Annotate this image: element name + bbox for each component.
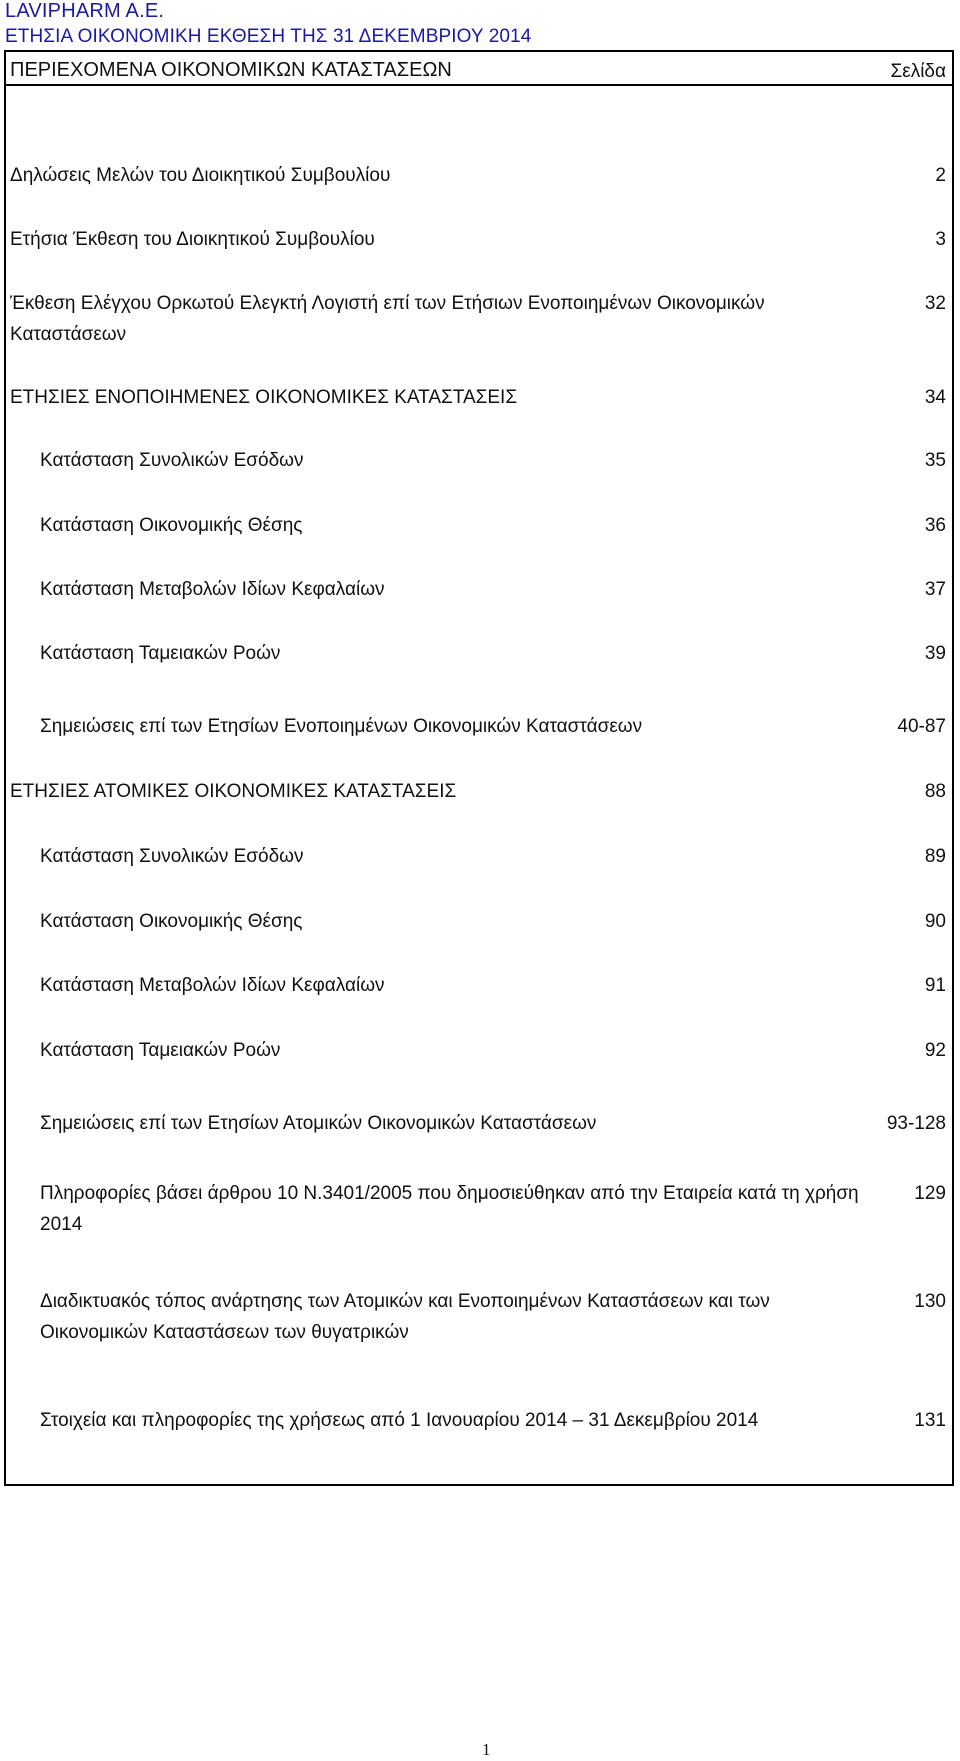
toc-entry-page: 40-87 — [897, 716, 946, 737]
toc-entry-page: 91 — [924, 975, 946, 996]
company-name: LAVIPHARM A.E. — [5, 0, 165, 22]
toc-entry-page: 93-128 — [886, 1113, 946, 1134]
toc-entry-title: Κατάσταση Μεταβολών Ιδίων Κεφαλαίων — [40, 579, 385, 600]
toc-entry-page: 3 — [935, 229, 946, 250]
toc-entry-title: Κατάσταση Οικονομικής Θέσης — [40, 515, 303, 536]
toc-entry-page: 32 — [924, 293, 946, 314]
toc-entry-title: Δηλώσεις Μελών του Διοικητικού Συμβουλίου — [10, 165, 391, 186]
page-number: 1 — [482, 1740, 491, 1759]
toc-entry-page: 130 — [914, 1291, 946, 1312]
toc-entry-title: Διαδικτυακός τόπος ανάρτησης των Ατομικών και Ενοποιημένων Καταστάσεων και των Οικονομικών Καταστάσεων των θυγατρικών — [40, 1291, 770, 1343]
toc-entry-title: Κατάσταση Συνολικών Εσόδων — [40, 846, 304, 867]
page-column-label: Σελίδα — [890, 61, 946, 82]
toc-entry-title: Σημειώσεις επί των Ετησίων Ατομικών Οικονομικών Καταστάσεων — [40, 1113, 597, 1134]
toc-entry-title: Έκθεση Ελέγχου Ορκωτού Ελεγκτή Λογιστή επί των Ετήσιων Ενοποιημένων Οικονομικών Καταστάσεων — [10, 293, 765, 345]
toc-header — [6, 52, 952, 86]
toc-entry-page: 92 — [924, 1040, 946, 1061]
toc-entry-page: 37 — [924, 579, 946, 600]
toc-entry-title: Κατάσταση Οικονομικής Θέσης — [40, 911, 303, 932]
toc-entry-page: 131 — [914, 1410, 946, 1431]
toc-entry-page: 90 — [924, 911, 946, 932]
toc-entry-title: Κατάσταση Ταμειακών Ροών — [40, 643, 281, 664]
toc-entry-page: 39 — [924, 643, 946, 664]
toc-entry-title: ΕΤΗΣΙΕΣ ΑΤΟΜΙΚΕΣ ΟΙΚΟΝΟΜΙΚΕΣ ΚΑΤΑΣΤΑΣΕΙΣ — [10, 781, 457, 802]
toc-entry-title: Κατάσταση Ταμειακών Ροών — [40, 1040, 281, 1061]
toc-entry-title: Ετήσια Έκθεση του Διοικητικού Συμβουλίου — [10, 229, 375, 250]
toc-entry-title: Πληροφορίες βάσει άρθρου 10 Ν.3401/2005 που δημοσιεύθηκαν από την Εταιρεία κατά τη χρήση 2014 — [40, 1183, 859, 1235]
table-of-contents — [4, 50, 954, 1486]
toc-entry-page: 2 — [935, 165, 946, 186]
toc-entry-title: Κατάσταση Συνολικών Εσόδων — [40, 450, 304, 471]
toc-entry-title: Στοιχεία και πληροφορίες της χρήσεως από 1 Ιανουαρίου 2014 – 31 Δεκεμβρίου 2014 — [40, 1410, 759, 1431]
toc-entry-page: 36 — [924, 515, 946, 536]
toc-entry-title: ΕΤΗΣΙΕΣ ΕΝΟΠΟΙΗΜΕΝΕΣ ΟΙΚΟΝΟΜΙΚΕΣ ΚΑΤΑΣΤΑΣΕΙΣ — [10, 387, 518, 408]
toc-entry-page: 34 — [924, 387, 946, 408]
toc-heading: ΠΕΡΙΕΧΟΜΕΝΑ ΟΙΚΟΝΟΜΙΚΩΝ ΚΑΤΑΣΤΑΣΕΩΝ — [10, 59, 452, 81]
report-title: ΕΤΗΣΙΑ ΟΙΚΟΝΟΜΙΚΗ ΕΚΘΕΣΗ ΤΗΣ 31 ΔΕΚΕΜΒΡΙΟΥ 2014 — [5, 26, 532, 47]
toc-entry-page: 129 — [914, 1183, 946, 1204]
toc-entry-page: 88 — [924, 781, 946, 802]
toc-entry-title: Σημειώσεις επί των Ετησίων Ενοποιημένων Οικονομικών Καταστάσεων — [40, 716, 643, 737]
toc-entry-page: 89 — [924, 846, 946, 867]
toc-entry-title: Κατάσταση Μεταβολών Ιδίων Κεφαλαίων — [40, 975, 385, 996]
toc-entry-page: 35 — [924, 450, 946, 471]
